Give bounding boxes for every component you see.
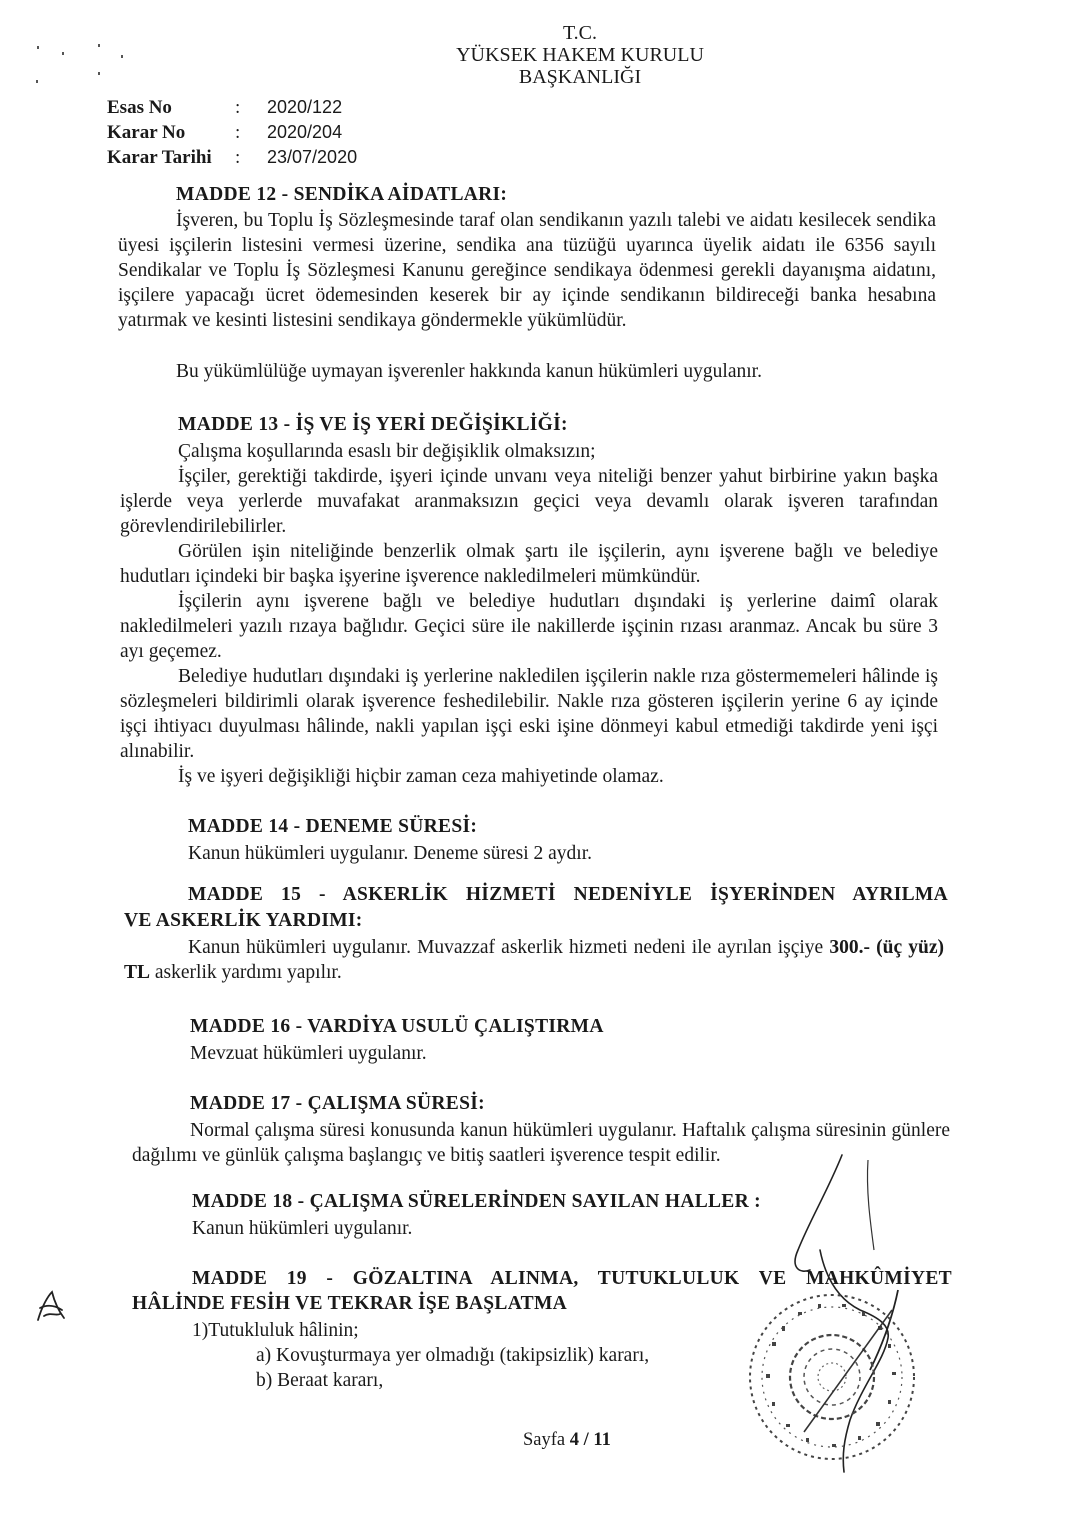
header-institution: YÜKSEK HAKEM KURULU [456, 44, 704, 66]
article-12-title: MADDE 12 - SENDİKA AİDATLARI: [176, 184, 508, 205]
article-13-paragraph-3: Görülen işin niteliğinde benzerlik olmak şartı ile işçilerin, aynı işverene bağlı ve belediye hudutları içindeki bir başka işyerine işverence nakledilmeleri mümkündür. [120, 541, 938, 587]
official-seal-icon [742, 1282, 922, 1472]
meta-karar-tarihi: Karar Tarihi : 23/07/2020 [107, 147, 358, 168]
article-13-paragraph-5: Belediye hudutları dışındaki iş yerlerine nakledilen işçilerin nakle rıza göstermemeleri hâlinde iş sözleşmeleri bildirimli olarak işverence feshedilebilir. Nakle rıza gösteren işçilerin yerine 6 ay içinde işçi ihtiyacı duyulması hâlinde, nakli yapılan işçi eski işine dönmeyi kabul etmediği takdirde yeni işçi alınabilir. [120, 666, 938, 762]
article-18-paragraph-1: Kanun hükümleri uygulanır. [192, 1218, 413, 1239]
meta-karar-no: Karar No : 2020/204 [107, 122, 343, 143]
article-12-paragraph-2: Bu yükümlülüğe uymayan işverenler hakkında kanun hükümleri uygulanır. [176, 361, 762, 382]
article-17-paragraph-1: Normal çalışma süresi konusunda kanun hükümleri uygulanır. Haftalık çalışma süresinin günlere dağılımı ve günlük çalışma başlangıç ve bitiş saatleri işverence tespit edilir. [132, 1120, 950, 1166]
article-18-title: MADDE 18 - ÇALIŞMA SÜRELERİNDEN SAYILAN HALLER : [192, 1191, 761, 1212]
article-12-paragraph-1: İşveren, bu Toplu İş Sözleşmesinde taraf olan sendikanın yazılı talebi ve aidatı kesilecek sendika üyesi işçilerin listesini vermesi üzerine, sendika ana tüzüğü uyarınca üyelik aidatı ile 6356 sayılı Sendikalar ve Toplu İş Sözleşmesi Kanunu gereğince sendikaya ödenmesi gerekli dayanışma aidatını, işçilere yapacağı ücret ödemesinden keserek bir ay içinde sendikanın bildireceği banka hesabına yatırmak ve kesinti listesini sendikaya göndermekle yükümlüdür. [118, 210, 936, 331]
document-header [40, 22, 1080, 88]
article-13-paragraph-2: İşçiler, gerektiği takdirde, işyeri içinde unvanı veya niteliği benzer yahut birbirine yakın başka işlerde veya yerlerde muvafakat aranmaksızın geçici veya devamlı olarak işveren tarafından görevlendirilebilirler. [120, 466, 938, 537]
article-15-title-line-2: VE ASKERLİK YARDIMI: [124, 910, 363, 931]
scan-speck [37, 46, 39, 49]
meta-esas-no: Esas No : 2020/122 [107, 97, 343, 118]
article-19-item-1: 1)Tutukluluk hâlinin; [192, 1320, 359, 1341]
article-19-title-line-2: HÂLİNDE FESİH VE TEKRAR İŞE BAŞLATMA [132, 1293, 568, 1314]
article-16-paragraph-1: Mevzuat hükümleri uygulanır. [190, 1043, 427, 1064]
article-14-title: MADDE 14 - DENEME SÜRESİ: [188, 816, 478, 837]
article-13-paragraph-6: İş ve işyeri değişikliği hiçbir zaman ceza mahiyetinde olamaz. [178, 766, 664, 787]
case-metadata [107, 95, 357, 170]
article-15-title-line-1: MADDE 15 - ASKERLİK HİZMETİ NEDENİYLE İŞYERİNDEN AYRILMA [188, 884, 948, 905]
article-13-paragraph-1: Çalışma koşullarında esaslı bir değişiklik olmaksızın; [178, 441, 596, 462]
article-19-item-b: b) Beraat kararı, [256, 1370, 384, 1391]
article-19-item-a: a) Kovuşturmaya yer olmadığı (takipsizlik) kararı, [256, 1345, 650, 1366]
article-14-paragraph-1: Kanun hükümleri uygulanır. Deneme süresi 2 aydır. [188, 843, 592, 864]
handwritten-initial-icon [30, 1286, 70, 1326]
header-tc: T.C. [562, 22, 598, 44]
article-16-title: MADDE 16 - VARDİYA USULÜ ÇALIŞTIRMA [190, 1016, 604, 1037]
article-15-paragraph-1: Kanun hükümleri uygulanır. Muvazzaf askerlik hizmeti nedeni ile ayrılan işçiye 300.- (üç yüz) TL askerlik yardımı yapılır. [124, 937, 944, 983]
page-number: Sayfa 4 / 11 [523, 1430, 611, 1450]
article-13-paragraph-4: İşçilerin aynı işverene bağlı ve belediye hudutları dışındaki iş yerlerine daimî olarak nakledilmeleri yazılı rızaya bağlıdır. Geçici süre ile nakillerde işçinin rızası aranmaz. Ancak bu süre 3 ayı geçemez. [120, 591, 938, 662]
article-17-title: MADDE 17 - ÇALIŞMA SÜRESİ: [190, 1093, 485, 1114]
article-19-title-line-1: MADDE 19 - GÖZALTINA ALINMA, TUTUKLULUK VE MAHKÛMİYET [192, 1268, 952, 1289]
article-13-title: MADDE 13 - İŞ VE İŞ YERİ DEĞİŞİKLİĞİ: [178, 414, 568, 435]
scan-speck [36, 80, 38, 83]
header-presidency: BAŞKANLIĞI [518, 66, 642, 88]
